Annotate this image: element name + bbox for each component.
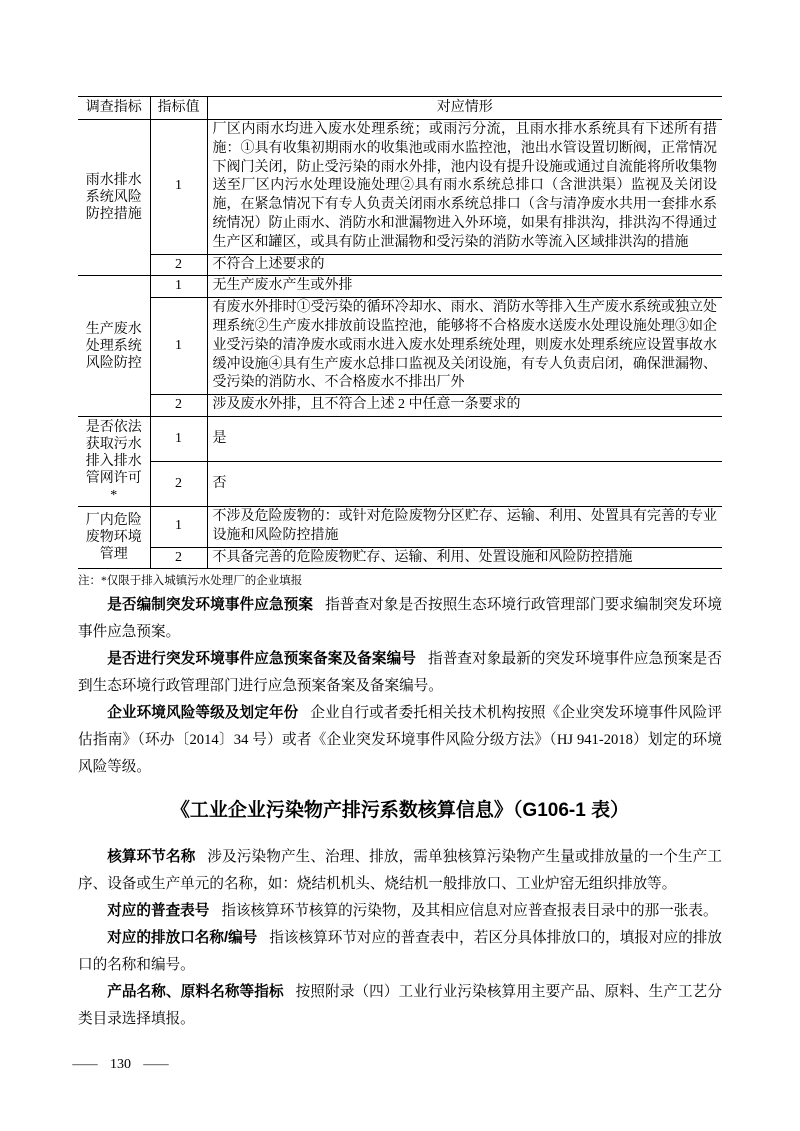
table-row [78,254,722,276]
page-footer [72,1057,722,1073]
situation-cell: 否 [207,461,722,506]
definition-text: 企业自行或者委托相关技术机构按照《企业突发环境事件风险评估指南》（环办〔2014〕34 号）或者《企业突发环境事件风险分级方法》（HJ 941-2018）划定的环境风险等级。 [78,705,722,776]
situation-cell: 无生产废水产生或外排 [207,276,722,298]
indicator-rainwater-drainage: 雨水排水系统风险防控措施 [78,120,150,276]
definition-term: 对应的排放口名称/编号 [107,930,258,947]
value-cell: 2 [150,461,207,506]
indicator-wastewater-treatment: 生产废水处理系统风险防控 [78,276,150,417]
definition-term: 是否编制突发环境事件应急预案 [107,597,314,614]
definition-text: 指普查对象是否按照生态环境行政管理部门要求编制突发环境事件应急预案。 [78,597,722,641]
definition-text: 指该核算环节核算的污染物，及其相应信息对应普查报表目录中的那一张表。 [221,903,718,920]
definition-text: 按照附录（四）工业行业污染核算用主要产品、原料、生产工艺分类目录选择填报。 [78,984,722,1028]
definition-text: 涉及污染物产生、治理、排放，需单独核算污染物产生量或排放量的一个生产工序、设备或生产单元的名称，如：烧结机机头、烧结机一般排放口、工业炉窑无组织排放等。 [78,849,722,893]
header-indicator-value: 指标值 [150,97,207,120]
indicator-sewage-permit: 是否依法获取污水排入排水管网许可* [78,416,150,506]
definition-text: 指该核算环节对应的普查表中，若区分具体排放口的，填报对应的排放口的名称和编号。 [78,930,722,974]
table-row [78,547,722,569]
survey-indicator-table [78,96,722,569]
situation-cell: 有废水外排时①受污染的循环冷却水、雨水、消防水等排入生产废水系统或独立处理系统②生产废水排放前设监控池，能够将不合格废水送废水处理设施处理③如企业受污染的清净废水或雨水进入废水处理系统处理，则废水处理系统应设置事故水缓冲设施④具有生产废水总排口监视及关闭设施，有专人负责启闭，确保泄漏物、受污染的消防水、不合格废水不排出厂外 [207,298,722,395]
section-title: 《工业企业污染物产排污系数核算信息》（G106-1 表） [170,800,630,822]
definition-paragraph [78,844,722,898]
table-footnote: 注：*仅限于排入城镇污水处理厂的企业填报 [78,575,303,588]
definition-term: 对应的普查表号 [107,903,210,920]
definition-paragraph [78,898,722,925]
situation-cell: 不具备完善的危险废物贮存、运输、利用、处置设施和风险防控措施 [207,547,722,569]
definition-paragraph [78,925,722,979]
table-row [78,298,722,395]
table-row [78,276,722,298]
table-row [78,461,722,506]
definition-term: 核算环节名称 [107,849,196,866]
footer-dash: — [143,1057,169,1073]
situation-cell: 不涉及危险废物的：或针对危险废物分区贮存、运输、利用、处置具有完善的专业设施和风险防控措施 [207,506,722,547]
value-cell: 1 [150,506,207,547]
value-cell: 2 [150,254,207,276]
indicator-hazardous-waste: 厂内危险废物环境管理 [78,506,150,568]
definition-paragraph [78,700,722,781]
table-header-row [78,97,722,120]
value-cell: 2 [150,547,207,569]
table-row [78,506,722,547]
situation-cell: 涉及废水外排，且不符合上述 2 中任意一条要求的 [207,395,722,417]
header-corresponding-situation: 对应情形 [207,97,722,120]
value-cell: 1 [150,120,207,255]
page-number: 130 [110,1057,131,1073]
value-cell: 1 [150,298,207,395]
header-survey-indicator: 调查指标 [78,97,150,120]
definition-text: 指普查对象最新的突发环境事件应急预案是否到生态环境行政管理部门进行应急预案备案及备案编号。 [78,651,722,695]
value-cell: 1 [150,416,207,461]
table-row [78,395,722,417]
situation-cell: 不符合上述要求的 [207,254,722,276]
value-cell: 2 [150,395,207,417]
definition-paragraph [78,646,722,700]
table-row [78,120,722,255]
definition-paragraph [78,979,722,1033]
definition-paragraph [78,592,722,646]
definition-term: 产品名称、原料名称等指标 [107,984,284,1001]
definition-term: 企业环境风险等级及划定年份 [107,705,299,722]
value-cell: 1 [150,276,207,298]
situation-cell: 是 [207,416,722,461]
footer-dash: — [72,1057,98,1073]
table-row [78,416,722,461]
definition-term: 是否进行突发环境事件应急预案备案及备案编号 [107,651,416,668]
situation-cell: 厂区内雨水均进入废水处理系统；或雨污分流，且雨水排水系统具有下述所有措施：①具有收集初期雨水的收集池或雨水监控池，池出水管设置切断阀，正常情况下阀门关闭，防止受污染的雨水外排，池内设有提升设施或通过自流能将所收集物送至厂区内污水处理设施处理②具有雨水系统总排口（含泄洪渠）监视及关闭设施，在紧急情况下有专人负责关闭雨水系统总排口（含与清净废水共用一套排水系统情况）防止雨水、消防水和泄漏物进入外环境，如果有排洪沟，排洪沟不得通过生产区和罐区，或具有防止泄漏物和受污染的消防水等流入区域排洪沟的措施 [207,120,722,255]
